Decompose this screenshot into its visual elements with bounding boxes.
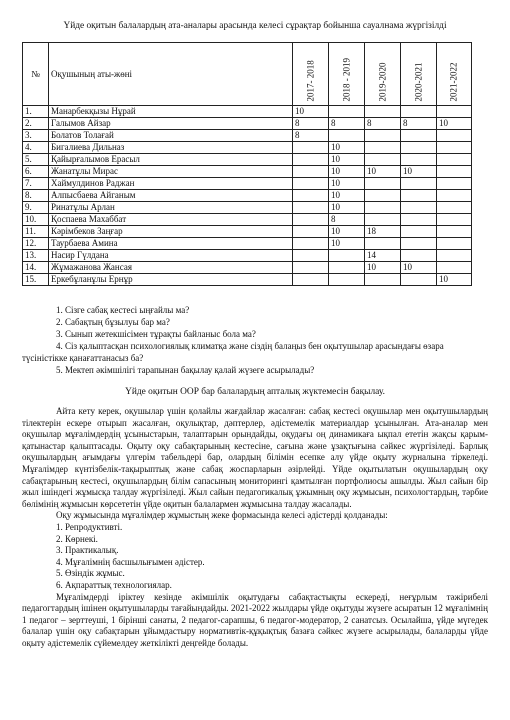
row-number: 1. [23, 106, 49, 118]
score-cell: 10 [365, 166, 401, 178]
score-cell [437, 166, 472, 178]
score-cell [365, 214, 401, 226]
row-number: 2. [23, 118, 49, 130]
table-row [23, 190, 472, 202]
year-label: 2018 - 2019 [341, 58, 351, 102]
score-cell [401, 106, 437, 118]
table-row [23, 178, 472, 190]
score-cell [293, 238, 329, 250]
score-cell: 10 [329, 154, 365, 166]
column-header-number: № [23, 43, 49, 106]
score-cell [401, 202, 437, 214]
score-cell [401, 250, 437, 262]
table-row [23, 118, 472, 130]
score-cell [401, 190, 437, 202]
column-header-name: Оқушының аты-жөні [49, 43, 293, 106]
score-cell: 8 [365, 118, 401, 130]
table-row [23, 106, 472, 118]
row-number: 10. [23, 214, 49, 226]
method-item: 5. Өзіндік жұмыс. [56, 568, 125, 579]
table-header-row [23, 43, 472, 106]
score-cell [365, 190, 401, 202]
student-name: Алпысбаева Айганым [49, 190, 293, 202]
survey-table [22, 42, 472, 286]
column-header-year [401, 43, 437, 106]
score-cell [365, 130, 401, 142]
score-cell [365, 178, 401, 190]
row-number: 9. [23, 202, 49, 214]
score-cell: 10 [329, 238, 365, 250]
score-cell: 10 [437, 274, 472, 286]
row-number: 6. [23, 166, 49, 178]
column-header-year [329, 43, 365, 106]
table-row [23, 250, 472, 262]
table-row [23, 226, 472, 238]
method-item: 3. Практикалық. [56, 545, 119, 556]
score-cell [293, 154, 329, 166]
score-cell [437, 190, 472, 202]
score-cell [437, 250, 472, 262]
score-cell [293, 190, 329, 202]
score-cell: 8 [329, 214, 365, 226]
student-name: Ринатұлы Арлан [49, 202, 293, 214]
method-item: 1. Репродуктивті. [56, 521, 123, 532]
row-number: 14. [23, 262, 49, 274]
score-cell [401, 130, 437, 142]
score-cell [437, 178, 472, 190]
student-name: Хаймулдинов Раджан [49, 178, 293, 190]
student-name: Галымов Айзар [49, 118, 293, 130]
score-cell: 10 [329, 190, 365, 202]
method-item: 2. Көрнекі. [56, 533, 98, 544]
question-item: 3. Сынып жетекшісімен тұрақты байланыс бола ма? [56, 329, 256, 339]
score-cell [329, 262, 365, 274]
question-item: 2. Сабақтың бұзылуы бар ма? [56, 317, 170, 327]
score-cell [437, 238, 472, 250]
body-text [22, 406, 488, 649]
score-cell: 10 [437, 118, 472, 130]
score-cell [401, 142, 437, 154]
row-number: 4. [23, 142, 49, 154]
column-header-year [365, 43, 401, 106]
survey-title: Үйде оқитын балалардың ата-аналары арасында келесі сұрақтар бойынша сауалнама жүргізілді [63, 21, 447, 31]
year-label: 2021-2022 [448, 62, 459, 102]
score-cell [293, 142, 329, 154]
score-cell [401, 274, 437, 286]
student-name: Жұмажанова Жансая [49, 262, 293, 274]
student-name: Насир Гүлдана [49, 250, 293, 262]
method-item: 4. Мұғалімнің басшылығымен әдістер. [56, 556, 205, 567]
table-row [23, 130, 472, 142]
row-number: 5. [23, 154, 49, 166]
section-subtitle: Үйде оқитын ООР бар балалардың апталық жүктемесін бақылау. [125, 387, 385, 397]
student-name: Таурбаева Амина [49, 238, 293, 250]
score-cell [365, 106, 401, 118]
table-row [23, 154, 472, 166]
column-header-year [293, 43, 329, 106]
year-label: 2017- 2018 [305, 60, 315, 102]
score-cell [437, 106, 472, 118]
score-cell: 10 [329, 202, 365, 214]
score-cell: 18 [365, 226, 401, 238]
score-cell [437, 262, 472, 274]
survey-questions [22, 304, 488, 376]
paragraph: Оқу жұмысында мұғалімдер жұмыстың жеке формасында келесі әдістерді қолданады: [56, 510, 388, 521]
score-cell: 8 [293, 130, 329, 142]
score-cell [293, 274, 329, 286]
row-number: 7. [23, 178, 49, 190]
score-cell: 8 [401, 118, 437, 130]
score-cell [437, 142, 472, 154]
score-cell [401, 178, 437, 190]
score-cell [365, 142, 401, 154]
score-cell [437, 214, 472, 226]
row-number: 15. [23, 274, 49, 286]
year-label: 2020-2021 [413, 62, 423, 102]
score-cell [293, 178, 329, 190]
paragraph: Мұғалімдерді іріктеу кезінде әкімшілік оқытудағы сабақтастықты ескереді, неғұрлым тәжірибелі педагогтардың ішінен оқытушыларды тағайындайды. 2021-2022 жылдары үйде оқытуды жүзеге асыратын 12 мұғалімнің 1 педагог – зерттеуші, 1 бірінші санаты, 2 педагог-сарапшы, 6 педагог-модератор, 2 санатсыз. Осылайша, үйде мүгедек балалар үшін оқу сабақтарын ұйымдастыру нормативтік-құқықтық базаға сәйкес жүзеге асырылады, балаларды үйде оқыту әдістемелік сүйемелдеу жеткілікті деңгейде болады. [22, 591, 488, 648]
score-cell [365, 238, 401, 250]
question-item: 1. Сізге сабақ кестесі ыңғайлы ма? [56, 305, 190, 315]
student-name: Манарбекқызы Нұрай [49, 106, 293, 118]
score-cell [365, 154, 401, 166]
score-cell [365, 202, 401, 214]
question-item: 5. Мектеп әкімшілігі тарапынан бақылау қалай жүзеге асырылады? [56, 365, 315, 375]
question-item: 4. Сіз қалыптасқан психологиялық климатқа және сіздің балаңыз бен оқытушылар арасындағы өзара түсіністікке қанағаттанасыз ба? [22, 341, 444, 363]
score-cell [293, 214, 329, 226]
student-name: Болатов Толағай [49, 130, 293, 142]
student-name: Жанатұлы Мирас [49, 166, 293, 178]
row-number: 8. [23, 190, 49, 202]
table-row [23, 214, 472, 226]
score-cell [329, 250, 365, 262]
score-cell [401, 214, 437, 226]
score-cell [293, 250, 329, 262]
score-cell [293, 166, 329, 178]
row-number: 3. [23, 130, 49, 142]
table-row [23, 166, 472, 178]
table-row [23, 274, 472, 286]
table-row [23, 142, 472, 154]
score-cell: 8 [293, 118, 329, 130]
table-body [23, 106, 472, 286]
score-cell [437, 226, 472, 238]
row-number: 11. [23, 226, 49, 238]
score-cell: 10 [329, 178, 365, 190]
student-name: Бигалиева Дильназ [49, 142, 293, 154]
table-row [23, 262, 472, 274]
score-cell [365, 274, 401, 286]
score-cell: 10 [401, 262, 437, 274]
score-cell [437, 202, 472, 214]
student-name: Қайырғалымов Ерасыл [49, 154, 293, 166]
score-cell [329, 274, 365, 286]
score-cell [401, 226, 437, 238]
score-cell [437, 130, 472, 142]
score-cell: 10 [365, 262, 401, 274]
score-cell [437, 154, 472, 166]
score-cell: 10 [329, 166, 365, 178]
score-cell [401, 238, 437, 250]
row-number: 13. [23, 250, 49, 262]
score-cell: 10 [293, 106, 329, 118]
score-cell [329, 130, 365, 142]
method-item: 6. Ақпараттық технологиялар. [56, 579, 172, 590]
paragraph: Айта кету керек, оқушылар үшін қолайлы жағдайлар жасалған: сабақ кестесі оқушылар мен оқытушылардың тілектерін ескере отырып жасалған, оқулықтар, дәптерлер, әдістемелік материалдар ұсынылған. Ата-аналар мен оқушылар мұғалімдердің ұсыныстарын, талаптарын орындайды, оқудағы оң динамикаға ықпал ететін жақсы қарым-қатынастар қалыптасады. Оқыту оқу сабақтарының кестесіне, сағына және ұзақтығына сәйкес жүргізіледі. Барлық оқушылардың ағымдағы үлгерім табельдері бар, олардың білімін есепке алу үйде оқыту журналына тіркеледі. Мұғалімдер күнтізбелік-тақырыптық және сабақ жоспарларын әзірлейді. Үйде оқытылатын оқушылардың оқу сабақтарының кестесі, оқушылардың білім сапасының мониторингі қамтылған портфолиосы ашылды. Жыл сайын бір жыл ішіндегі жұмысқа талдау жүргізіледі. Жыл сайын педагогикалық ұжымның оқу жұмысын, психологтардың, тәрбие бөлімінің жұмысын көрсететін үйде оқитын балалармен жұмысына талдау жасалады. [22, 406, 488, 509]
score-cell [329, 106, 365, 118]
score-cell: 10 [329, 226, 365, 238]
year-label: 2019-2020 [377, 62, 387, 102]
score-cell [293, 262, 329, 274]
score-cell: 10 [401, 166, 437, 178]
column-header-year [437, 43, 472, 106]
row-number: 12. [23, 238, 49, 250]
table-row [23, 202, 472, 214]
score-cell [401, 154, 437, 166]
student-name: Кәрімбеков Заңғар [49, 226, 293, 238]
score-cell: 10 [329, 142, 365, 154]
score-cell [293, 202, 329, 214]
score-cell [293, 226, 329, 238]
score-cell: 14 [365, 250, 401, 262]
table-row [23, 238, 472, 250]
student-name: Қоспаева Махаббат [49, 214, 293, 226]
student-name: Еркебұланұлы Ернұр [49, 274, 293, 286]
score-cell: 8 [329, 118, 365, 130]
